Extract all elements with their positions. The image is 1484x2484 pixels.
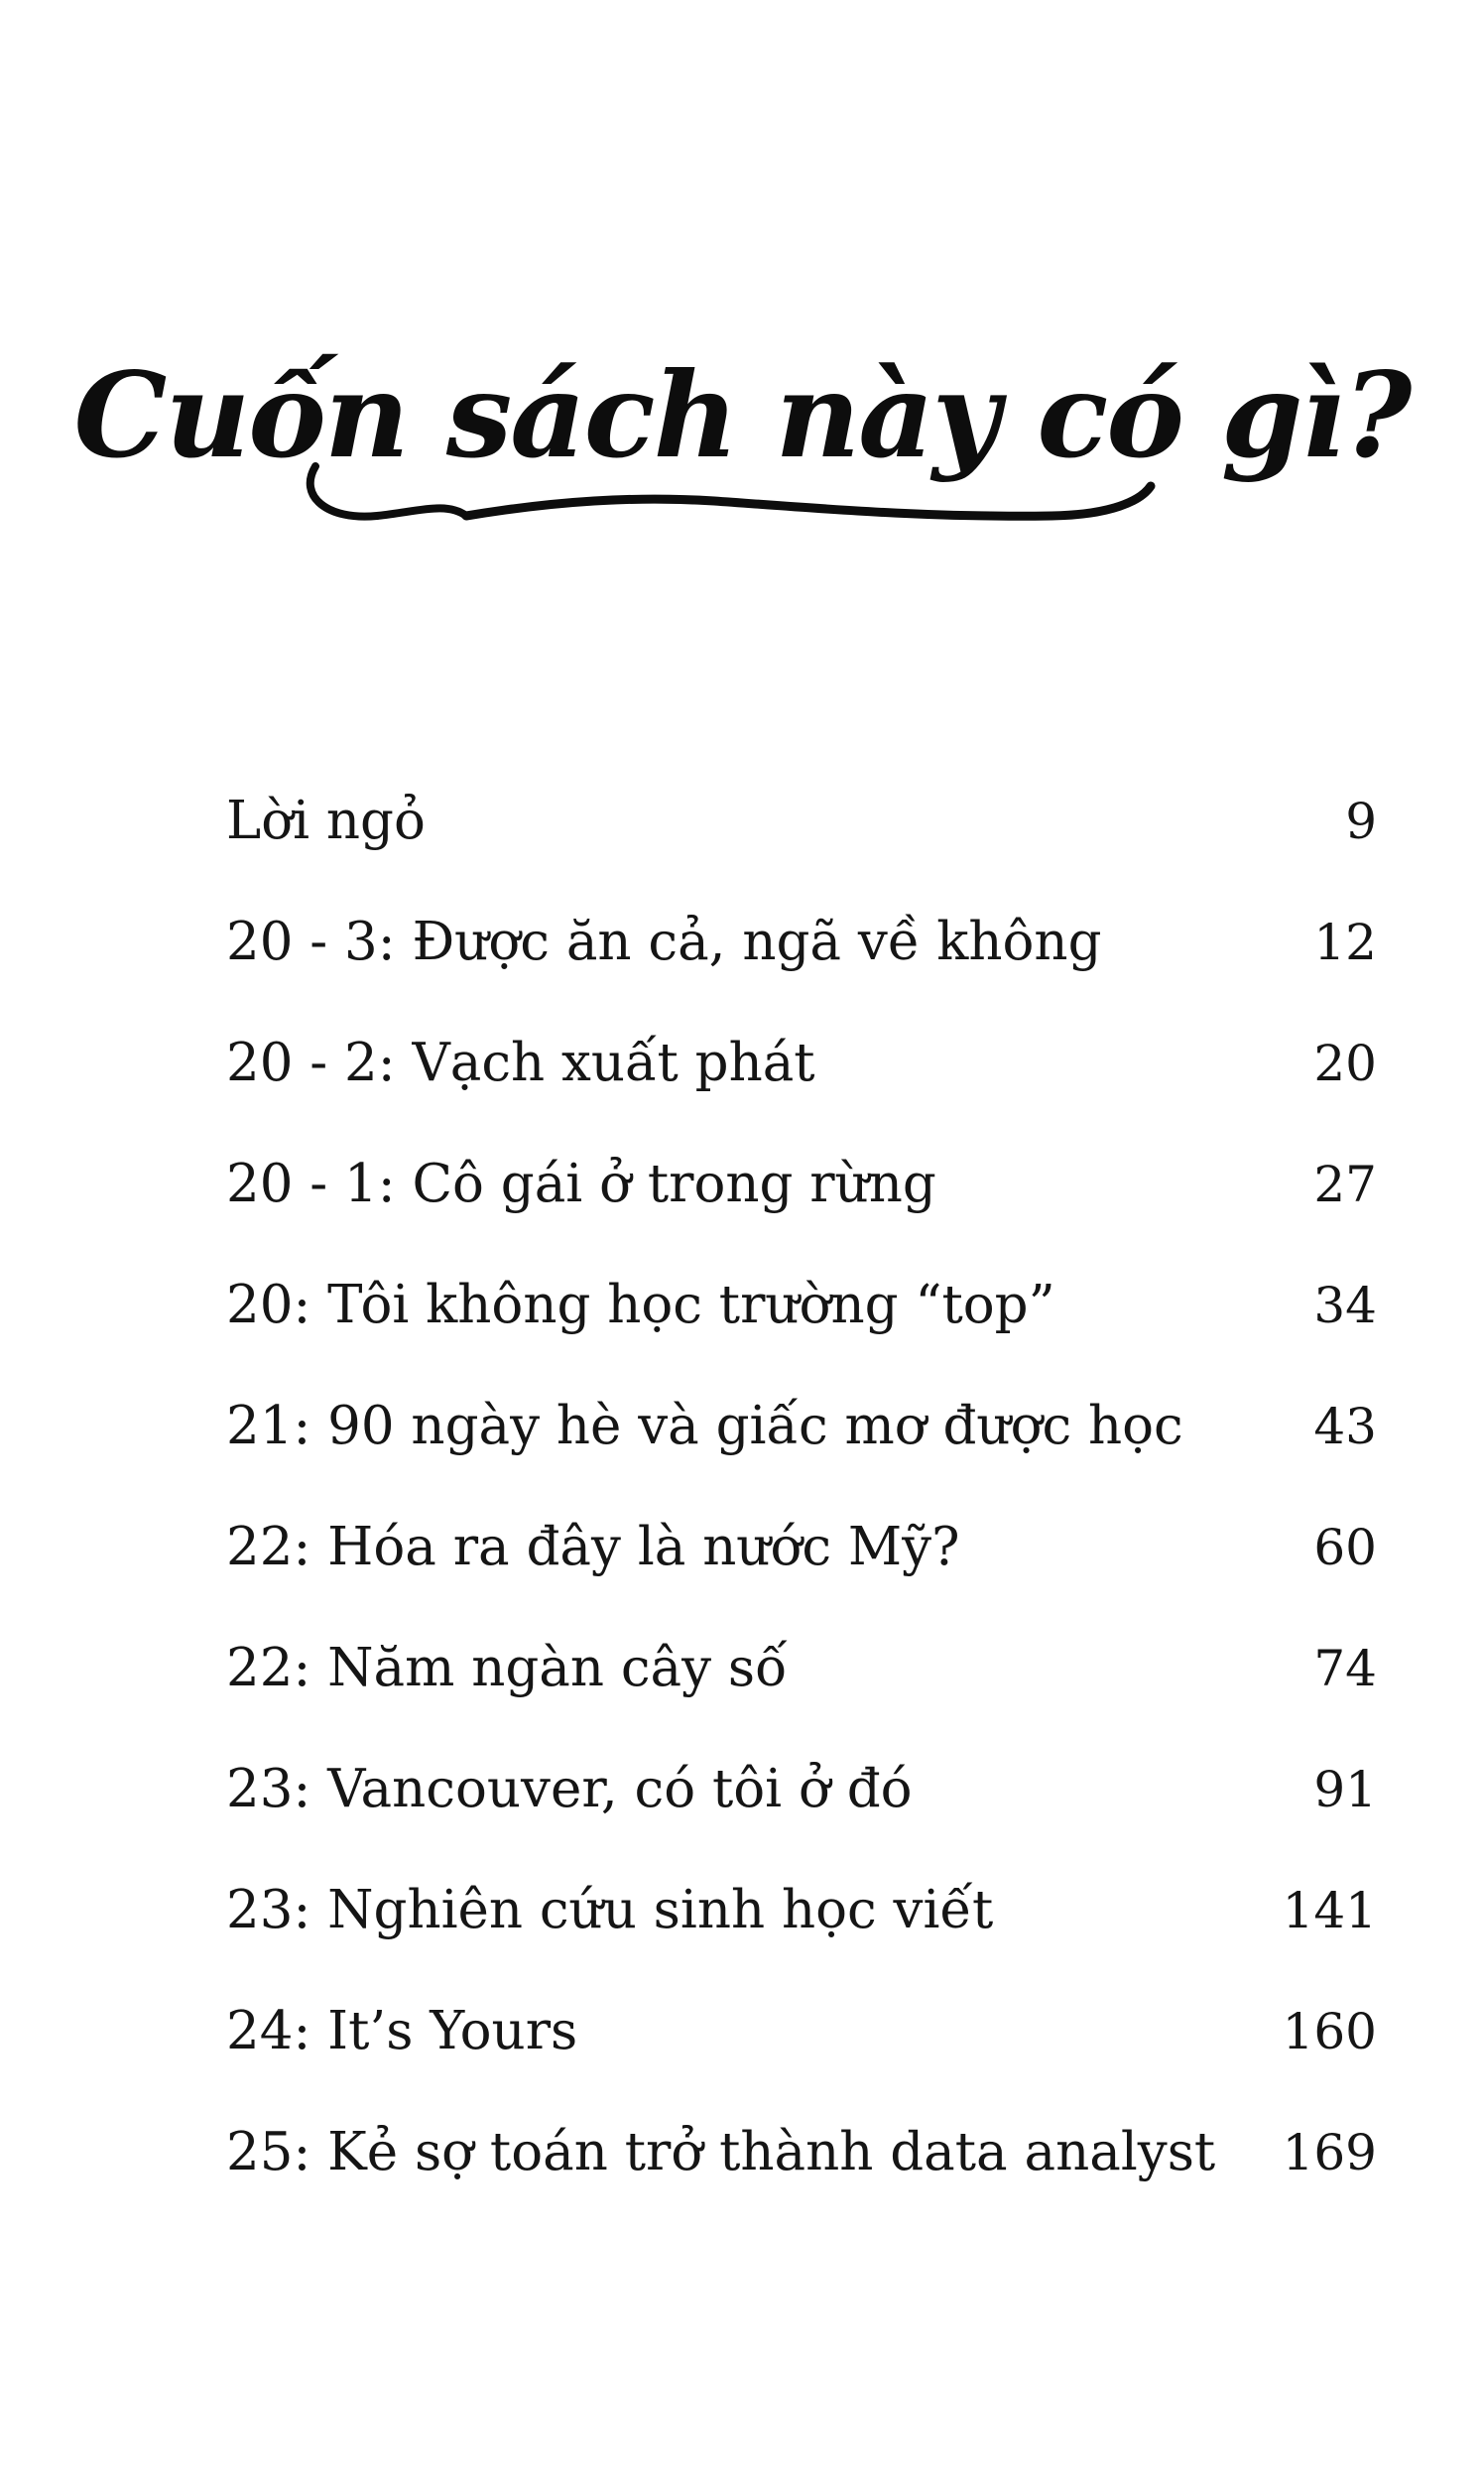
toc-entry-page: 160 (1282, 2003, 1377, 2060)
table-of-contents (226, 782, 1377, 2234)
toc-entry-title: 21: 90 ngày hè và giấc mơ được học (226, 1396, 1183, 1456)
toc-entry-title: 22: Hóa ra đây là nước Mỹ? (226, 1517, 960, 1577)
toc-entry-title: 20 - 1: Cô gái ở trong rừng (226, 1154, 936, 1214)
toc-entry[interactable] (226, 1024, 1377, 1145)
toc-entry-page: 43 (1313, 1398, 1377, 1455)
toc-entry-title: 25: Kẻ sợ toán trở thành data analyst (226, 2122, 1216, 2182)
toc-entry-page: 12 (1313, 914, 1377, 971)
toc-entry-title: 22: Năm ngàn cây số (226, 1638, 788, 1698)
toc-entry[interactable] (226, 1387, 1377, 1508)
toc-entry-title: 20 - 3: Được ăn cả, ngã về không (226, 912, 1102, 972)
toc-entry[interactable] (226, 1508, 1377, 1629)
toc-entry[interactable] (226, 1629, 1377, 1750)
toc-entry-title: 20 - 2: Vạch xuất phát (226, 1033, 815, 1093)
toc-entry[interactable] (226, 2113, 1377, 2234)
toc-entry-title: 20: Tôi không học trường “top” (226, 1275, 1055, 1335)
toc-entry-page: 34 (1313, 1277, 1377, 1334)
toc-entry-page: 74 (1313, 1640, 1377, 1697)
page-title: Cuốn sách này có gì? (73, 346, 1411, 484)
toc-entry-page: 9 (1345, 793, 1377, 850)
toc-entry-page: 91 (1313, 1761, 1377, 1818)
toc-entry[interactable] (226, 1871, 1377, 1992)
toc-entry-page: 169 (1282, 2124, 1377, 2181)
toc-entry-page: 20 (1313, 1035, 1377, 1092)
toc-entry-page: 60 (1313, 1519, 1377, 1576)
toc-entry-page: 27 (1313, 1156, 1377, 1213)
toc-entry[interactable] (226, 1266, 1377, 1387)
toc-entry-title: 24: It’s Yours (226, 2001, 578, 2061)
toc-entry[interactable] (226, 782, 1377, 903)
toc-entry[interactable] (226, 1992, 1377, 2113)
toc-entry[interactable] (226, 1750, 1377, 1871)
toc-entry-page: 141 (1282, 1882, 1377, 1939)
toc-entry-title: 23: Vancouver, có tôi ở đó (226, 1759, 913, 1819)
toc-entry[interactable] (226, 903, 1377, 1024)
toc-entry[interactable] (226, 1145, 1377, 1266)
toc-entry-title: Lời ngỏ (226, 791, 426, 851)
toc-entry-title: 23: Nghiên cứu sinh học viết (226, 1880, 994, 1940)
